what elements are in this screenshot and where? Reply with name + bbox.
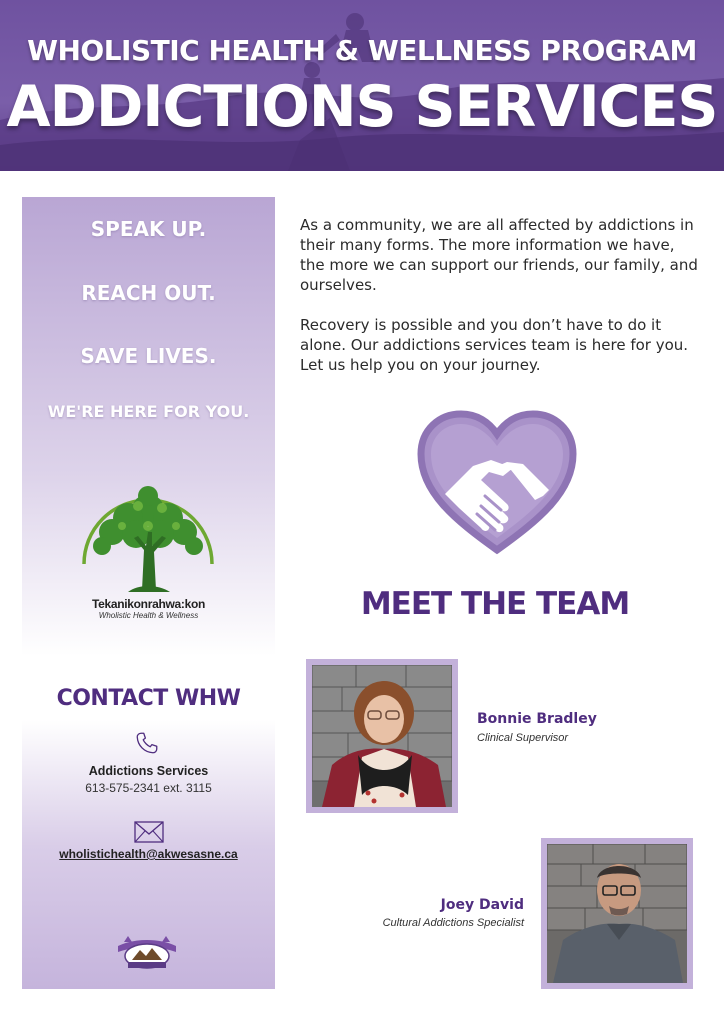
slogan-save-lives: SAVE LIVES. (80, 344, 217, 368)
member-name-bonnie: Bonnie Bradley (477, 711, 597, 727)
portrait-image (312, 665, 452, 807)
member-photo-bonnie (306, 659, 458, 813)
tree-icon (78, 472, 218, 597)
intro-paragraph-1: As a community, we are all affected by addictions in their many forms. The more information we have, the more we can support our friends, our family, and ourselves. (300, 216, 698, 294)
program-title: WHOLISTIC HEALTH & WELLNESS PROGRAM (27, 34, 697, 67)
phone-icon (134, 730, 160, 756)
member-role-bonnie: Clinical Supervisor (477, 732, 569, 744)
portrait-image (547, 844, 687, 983)
meet-the-team-heading: MEET THE TEAM (360, 586, 630, 622)
header-banner (0, 0, 724, 171)
member-name-joey: Joey David (440, 897, 524, 913)
contact-email-link[interactable]: wholistichealth@akwesasne.ca (59, 847, 238, 861)
sidebar-panel (22, 197, 275, 989)
org-logo-name: Tekanikonrahwa:kon (91, 597, 206, 611)
council-seal-icon (114, 934, 180, 970)
slogan-reach-out: REACH OUT. (81, 281, 216, 305)
contact-phone-number[interactable]: 613-575-2341 ext. 3115 (85, 781, 212, 795)
intro-text (300, 215, 700, 375)
org-logo-subtitle: Wholistic Health & Wellness (98, 611, 199, 620)
contact-heading: CONTACT WHW (56, 686, 241, 711)
contact-department: Addictions Services (88, 764, 209, 778)
service-title: ADDICTIONS SERVICES (6, 74, 718, 140)
slogan-speak-up: SPEAK UP. (90, 217, 207, 241)
envelope-icon (134, 821, 164, 843)
heart-handshake-icon (415, 410, 579, 556)
intro-paragraph-2: Recovery is possible and you don’t have to do it alone. Our addictions services team is here for you. Let us help you on your journey. (300, 316, 689, 374)
slogan-here-for-you: WE'RE HERE FOR YOU. (47, 402, 250, 421)
member-role-joey: Cultural Addictions Specialist (382, 917, 524, 929)
member-photo-joey (541, 838, 693, 989)
